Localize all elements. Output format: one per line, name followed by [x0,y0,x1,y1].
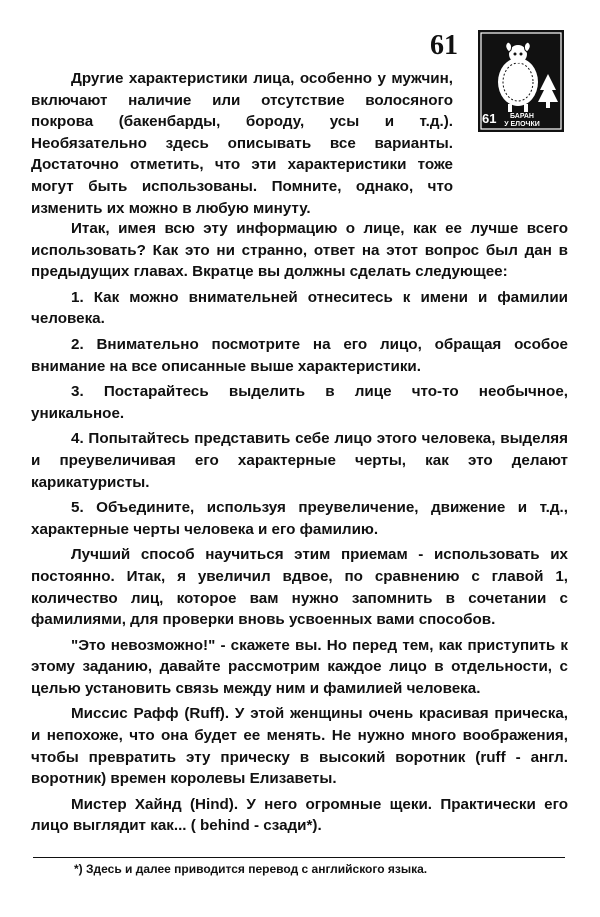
list-item-2: 2. Внимательно посмотрите на его лицо, обращая особое внимание на все описанные выше характеристики. [31,335,568,375]
body-text [31,218,568,837]
paragraph-ruff: Миссис Рафф (Ruff). У этой женщины очень красивая прическа, и непохоже, что она будет ее менять. Не нужно много воображения, чтобы превратить эту прическу в высокий воротник (ruff - англ. воротник) времен королевы Елизаветы. [31,705,568,788]
list-item-3: 3. Постарайтесь выделить в лице что-то необычное, уникальное. [31,383,568,422]
page-number: 61 [430,30,458,61]
paragraph-4: "Это невозможно!" - скажете вы. Но перед тем, как приступить к этому заданию, давайте рассмотрим каждое лицо в отдельности, с целью установить связь между ним и фамилией человека. [31,636,568,697]
list-item-5: 5. Объедините, используя преувеличение, движение и т.д., характерные черты человека и его фамилию. [31,499,568,538]
paragraph-hind: Мистер Хайнд (Hind). У него огромные щеки. Практически его лицо выглядит как... ( behind - сзади*). [31,795,568,835]
footnote-rule [33,857,565,858]
paragraph-3: Лучший способ научиться этим приемам - использовать их постоянно. Итак, я увеличил вдвое, по сравнению с главой 1, количество лиц, которое вам нужно запомнить в сочетании с фамилиями, для проверки вновь усвоенных вами способов. [31,546,568,629]
list-item-1: 1. Как можно внимательней отнеситесь к имени и фамилии человека. [31,288,568,328]
emblem-caption-line2: У ЕЛОЧКИ [504,121,540,128]
paragraph-1: Другие характеристики лица, особенно у мужчин, включают наличие или отсутствие волосяного покрова (бакенбарды, бороду, усы и т.д.). Необязательно здесь описывать все варианты. Достаточно отметить, что эти характеристики тоже могут быть использованы. Помните, однако, что изменить их можно в любую минуту. [31,70,453,217]
footnote: *) Здесь и далее приводится перевод с английского языка. [74,862,428,876]
emblem [478,30,564,132]
emblem-number: 61 [482,111,497,126]
emblem-caption-line1: БАРАН [510,113,534,120]
paragraph-2: Итак, имея всю эту информацию о лице, как ее лучше всего использовать? Как это ни странно, ответ на этот вопрос был дан в предыдущих главах. Вкратце вы должны сделать следующее: [31,220,568,281]
list-item-4: 4. Попытайтесь представить себе лицо этого человека, выделяя и преувеличивая его характерные черты, как это делают карикатуристы. [31,430,568,491]
emblem-caption [502,113,542,129]
